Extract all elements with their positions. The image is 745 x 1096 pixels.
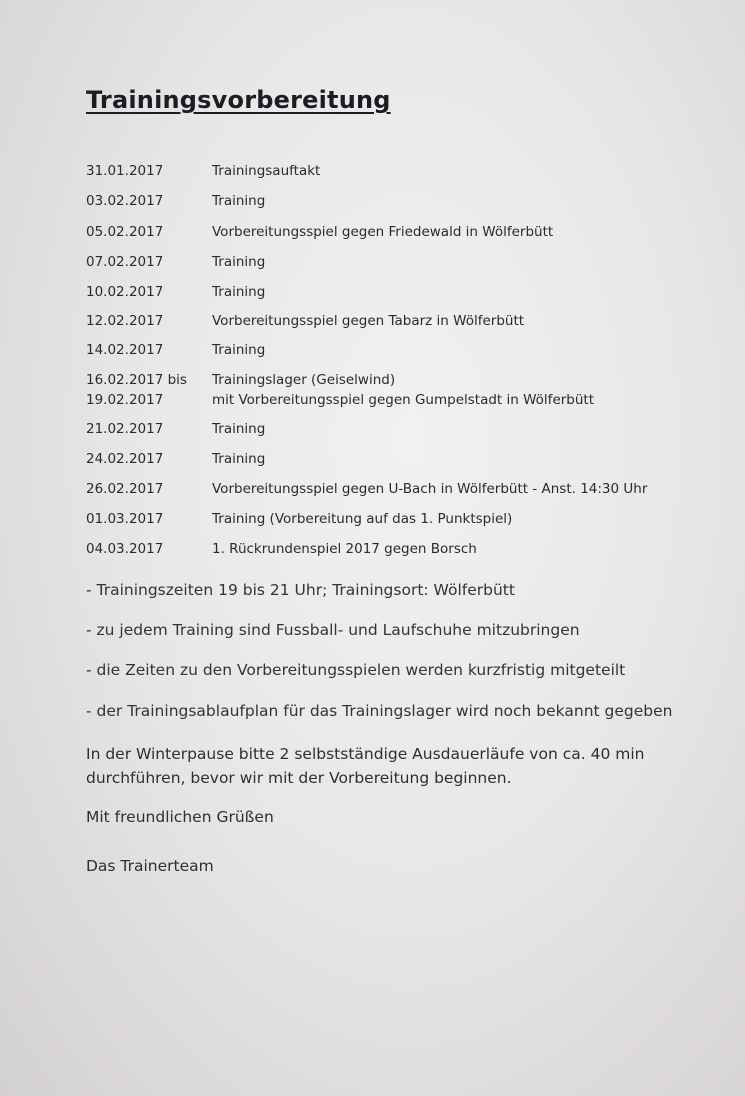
schedule-date: 05.02.2017: [86, 224, 164, 240]
note-item: - die Zeiten zu den Vorbereitungsspielen werden kurzfristig mitgeteilt: [86, 661, 626, 679]
instruction-line: durchführen, bevor wir mit der Vorbereitung beginnen.: [86, 769, 512, 787]
schedule-date: 03.02.2017: [86, 193, 164, 209]
note-item: - der Trainingsablaufplan für das Trainingslager wird noch bekannt gegeben: [86, 702, 673, 720]
signature: Das Trainerteam: [86, 857, 214, 875]
schedule-event: Trainingslager (Geiselwind): [212, 372, 396, 388]
schedule-date: 01.03.2017: [86, 511, 164, 527]
schedule-date: 24.02.2017: [86, 451, 164, 467]
schedule-event: Training: [212, 284, 266, 300]
schedule-event: Training: [212, 254, 266, 270]
instruction-paragraph: [86, 742, 706, 790]
schedule-event: 1. Rückrundenspiel 2017 gegen Borsch: [212, 541, 477, 557]
schedule-event: mit Vorbereitungsspiel gegen Gumpelstadt in Wölferbütt: [212, 392, 595, 408]
schedule-date: 21.02.2017: [86, 421, 164, 437]
schedule-event: Vorbereitungsspiel gegen U-Bach in Wölferbütt - Anst. 14:30 Uhr: [212, 481, 648, 497]
schedule-event: Trainingsauftakt: [212, 163, 321, 179]
schedule-date: 16.02.2017 bis: [86, 372, 187, 388]
schedule-date: 26.02.2017: [86, 481, 164, 497]
schedule-event: Vorbereitungsspiel gegen Tabarz in Wölferbütt: [212, 313, 525, 329]
schedule-event: Training: [212, 421, 266, 437]
instruction-line: In der Winterpause bitte 2 selbstständige Ausdauerläufe von ca. 40 min: [86, 745, 645, 763]
schedule-date: 07.02.2017: [86, 254, 164, 270]
schedule-date: 31.01.2017: [86, 163, 164, 179]
schedule-event: Training: [212, 342, 266, 358]
note-item: - Trainingszeiten 19 bis 21 Uhr; Trainingsort: Wölferbütt: [86, 581, 515, 599]
note-item: - zu jedem Training sind Fussball- und Laufschuhe mitzubringen: [86, 621, 580, 639]
schedule-event: Training: [212, 193, 266, 209]
schedule-date: 19.02.2017: [86, 392, 164, 408]
schedule-date: 12.02.2017: [86, 313, 164, 329]
schedule-date: 14.02.2017: [86, 342, 164, 358]
greeting: Mit freundlichen Grüßen: [86, 808, 274, 826]
schedule-event: Vorbereitungsspiel gegen Friedewald in Wölferbütt: [212, 224, 554, 240]
schedule-event: Training: [212, 451, 266, 467]
schedule-date: 10.02.2017: [86, 284, 164, 300]
schedule-event: Training (Vorbereitung auf das 1. Punktspiel): [212, 511, 513, 527]
schedule-date: 04.03.2017: [86, 541, 164, 557]
document-title: Trainingsvorbereitung: [86, 86, 391, 114]
